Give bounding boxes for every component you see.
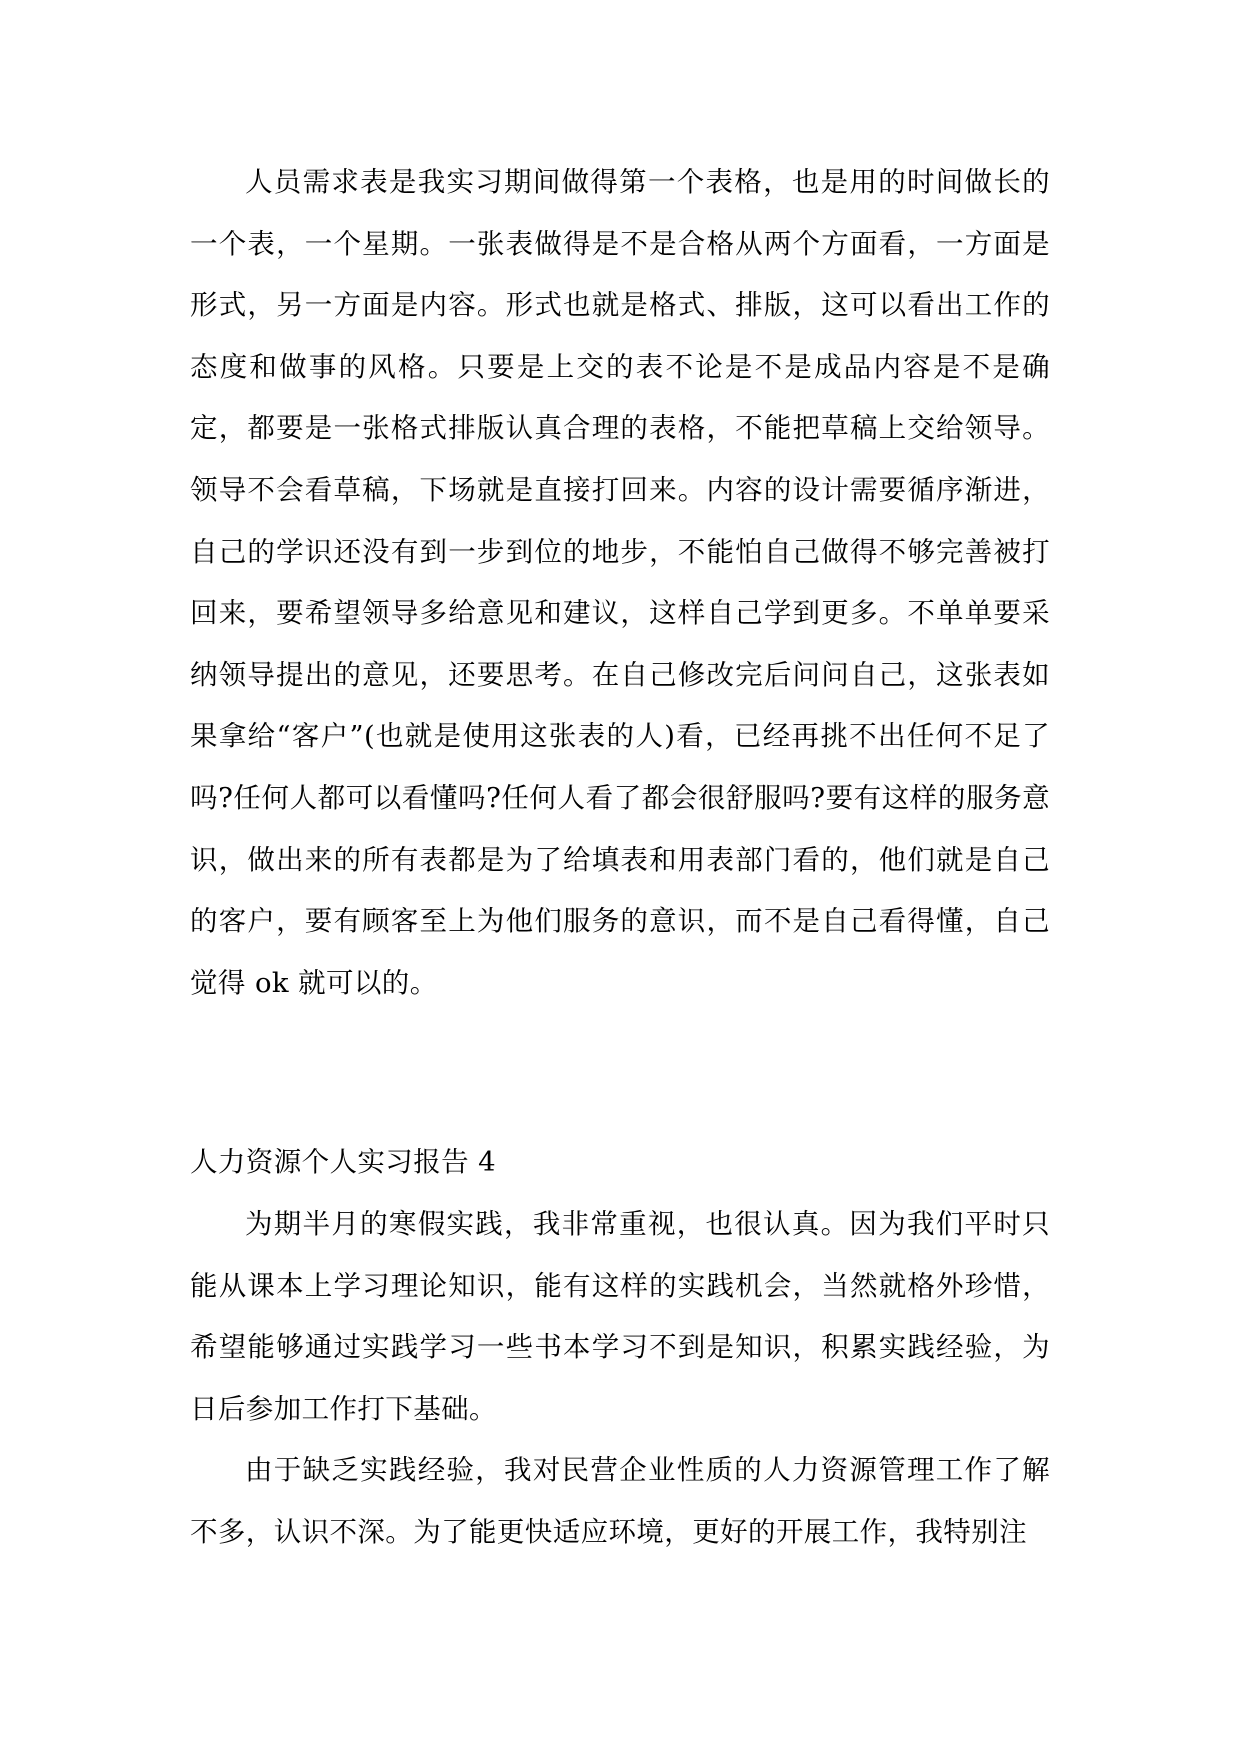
body-paragraph: 为期半月的寒假实践，我非常重视，也很认真。因为我们平时只能从课本上学习理论知识，能有这样的实践机会，当然就格外珍惜，希望能够通过实践学习一些书本学习不到是知识，积累实践经验，为日后参加工作打下基础。 — [190, 1208, 1050, 1425]
section-heading: 人力资源个人实习报告 4 — [190, 1146, 497, 1178]
body-paragraph: 人员需求表是我实习期间做得第一个表格，也是用的时间做长的一个表，一个星期。一张表做得是不是合格从两个方面看，一方面是形式，另一方面是内容。形式也就是格式、排版，这可以看出工作的态度和做事的风格。只要是上交的表不论是不是成品内容是不是确定，都要是一张格式排版认真合理的表格，不能把草稿上交给领导。领导不会看草稿，下场就是直接打回来。内容的设计需要循序渐进，自己的学识还没有到一步到位的地步，不能怕自己做得不够完善被打回来，要希望领导多给意见和建议，这样自己学到更多。不单单要采纳领导提出的意见，还要思考。在自己修改完后问问自己，这张表如果拿给“客户”(也就是使用这张表的人)看，已经再挑不出任何不足了吗?任何人都可以看懂吗?任何人看了都会很舒服吗?要有这样的服务意识，做出来的所有表都是为了给填表和用表部门看的，他们就是自己的客户，要有顾客至上为他们服务的意识，而不是自己看得懂，自己觉得 ok 就可以的。 — [190, 166, 1050, 999]
body-paragraph: 由于缺乏实践经验，我对民营企业性质的人力资源管理工作了解不多，认识不深。为了能更快适应环境，更好的开展工作，我特别注 — [190, 1454, 1050, 1548]
